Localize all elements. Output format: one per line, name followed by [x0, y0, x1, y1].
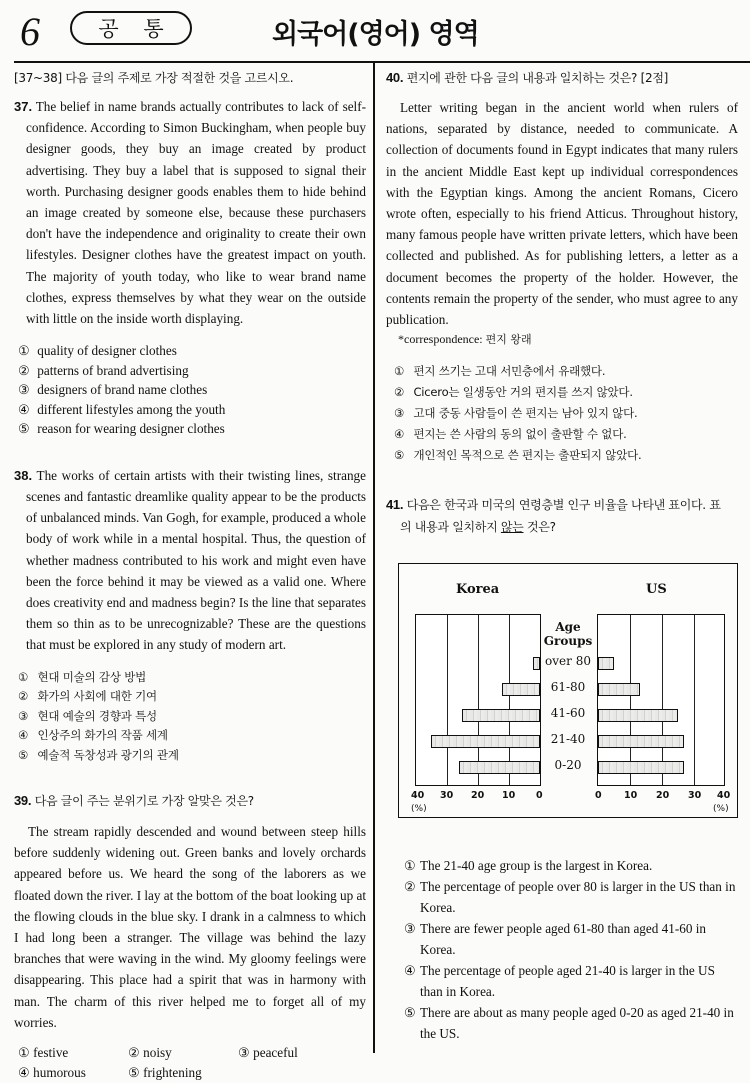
q39-option-2[interactable] [128, 1043, 238, 1063]
stem-text: 것은? [523, 520, 556, 535]
gridline-10 [509, 615, 510, 785]
option-number: ⑤ [128, 1065, 140, 1081]
korea-tick-30: 30 [440, 790, 454, 801]
q40-option-4[interactable] [394, 424, 738, 445]
q41-stem-line1: 다음은 한국과 미국의 연령층별 인구 비율을 나타낸 표이다. 표 [406, 498, 721, 513]
option-text: 편지 쓰기는 고대 서민층에서 유래했다. [413, 364, 606, 379]
q40-number: 40. [386, 70, 404, 85]
us-panel-title: US [646, 582, 667, 597]
option-number: ② [18, 362, 30, 378]
option-text: 고대 중동 사람들이 쓴 편지는 남아 있지 않다. [413, 406, 638, 421]
q41-stem [386, 494, 738, 516]
question-41 [386, 494, 738, 538]
age-groups-label: Age Groups [543, 620, 593, 648]
q40-option-5[interactable] [394, 445, 738, 466]
option-text: The percentage of people aged 21-40 is larger in the US than in Korea. [420, 963, 715, 999]
q38-option-5[interactable] [18, 746, 366, 766]
q37-number: 37. [14, 99, 33, 114]
option-text: humorous [33, 1065, 86, 1081]
option-number: ⑤ [394, 448, 405, 463]
option-number: ② [404, 879, 416, 894]
q38-number: 38. [14, 467, 33, 483]
gridline-30 [447, 615, 448, 785]
q41-option-1[interactable] [404, 855, 740, 876]
footnote-term: *correspondence: [398, 332, 483, 347]
option-text: 화가의 사회에 대한 기여 [37, 689, 157, 704]
q40-option-3[interactable] [394, 403, 738, 424]
option-number: ③ [18, 382, 30, 398]
age-label-61-80: 61-80 [550, 680, 586, 694]
option-number: ④ [394, 427, 405, 442]
q38-text: The works of certain artists with their twisting lines, strange scenes and fantastic dreamlike quality appear to be the products of unbalanced minds. Van Gogh, for example, produced a whole body of work while in a mental hospital. Thus, the question of whether madness contributed to his work and might even have been the force behind it may be viewed as a valid one. Where does creativity end and madness begin? Is the line that separates them so thin as to be unrecognizable? These are the questions that must be explored in any study of modern art. [26, 467, 366, 653]
footnote-gloss: 편지 왕래 [485, 333, 532, 347]
gridline-10 [630, 615, 631, 785]
option-number: ① [18, 669, 29, 684]
korea-tick-40: 40 [411, 790, 425, 801]
q41-options [404, 855, 740, 1044]
option-text: 현대 예술의 경향과 특성 [37, 708, 157, 723]
option-text: 인상주의 화가의 작품 세계 [37, 728, 168, 743]
option-number: ② [18, 689, 29, 704]
option-text: noisy [143, 1045, 172, 1061]
q37-passage [14, 96, 366, 329]
q39-options [14, 1043, 366, 1083]
q39-number: 39. [14, 793, 32, 809]
us-bar-over-80 [598, 657, 614, 670]
question-38 [14, 465, 366, 765]
q39-option-4[interactable] [18, 1063, 128, 1083]
option-number: ⑤ [18, 421, 30, 437]
q39-passage: The stream rapidly descended and wound between steep hills before suddenly widening out. Green banks and lovely orchards appeared before us. We heard the song of the laborers as we floated down the river. I lay at the bottom of the boat looking up at the flowing clouds in the blue sky. I drank in a calmness to which I had long been a stranger. The village was behind the lazy branches that were waving in the wind. My gloomy feelings were disappearing. This place had a spirit that was in harmony with man. The charm of this river helped me to forget all of my worries. [14, 824, 366, 1030]
option-number: ④ [18, 1065, 30, 1081]
stem-underlined-word: 않는 [500, 520, 524, 535]
q37-option-5[interactable] [18, 419, 366, 439]
option-text: peaceful [253, 1045, 298, 1061]
q40-stem-text: 편지에 관한 다음 글의 내용과 일치하는 것은? [2점] [406, 71, 669, 85]
option-text: 개인적인 목적으로 쓴 편지는 출판되지 않았다. [413, 448, 642, 463]
q37-text: The belief in name brands actually contributes to lack of self-confidence. According to Simon Buckingham, when people buy designer goods, they buy an image created by product advertising. They buy a label that is supposed to signal their worth. Purchasing designer goods enables them to hide behind an image created by someone else, because these purchasers don't have the independence and originality to create their own lifestyles. Designer clothes have the greatest impact on youth. The majority of youth today, who like to wear brand name clothes, express themselves by what they wear on the outside with little on the inside worth displaying. [26, 99, 366, 327]
right-column [386, 66, 738, 538]
q38-passage [14, 465, 366, 656]
column-divider [373, 62, 375, 1053]
option-number: ⑤ [18, 747, 29, 762]
q41-stem-line2 [386, 516, 738, 538]
q37-option-4[interactable] [18, 400, 366, 420]
q40-stem [386, 68, 738, 88]
us-tick-40: 40 [717, 790, 731, 801]
q40-passage: Letter writing began in the ancient world when rulers of nations, separated by distance, needed to communicate. A collection of documents found in Egypt indicates that many rulers in the ancient Middle East kept up individual correspondences with the Egyptian kings. Among the ancient Romans, Cicero wrote often, especially to his friend Atticus. Throughout history, many famous people have written private letters, which have been collected and published. As for publishing letters, a letter as a document becomes the property of the holder. However, the contents remain the property of the sender, who must agree to any publication. [386, 100, 738, 328]
q37-options [14, 341, 366, 439]
category-badge [70, 11, 192, 45]
age-label-over-80: over 80 [545, 654, 591, 668]
option-text: There are about as many people aged 0-20 as aged 21-40 in the US. [420, 1005, 734, 1041]
option-number: ③ [394, 406, 405, 421]
korea-bar-0-20 [459, 761, 540, 774]
page-number: 6 [20, 9, 40, 54]
korea-bar-41-60 [462, 709, 540, 722]
option-number: ③ [404, 921, 416, 936]
age-label-0-20: 0-20 [554, 758, 582, 772]
gridline-30 [694, 615, 695, 785]
korea-panel-title: Korea [456, 582, 500, 597]
q41-option-3[interactable] [404, 918, 740, 960]
korea-tick-20: 20 [471, 790, 485, 801]
left-column [14, 66, 366, 1083]
us-tick-30: 30 [688, 790, 702, 801]
q40-option-2[interactable] [394, 382, 738, 403]
option-number: ④ [18, 401, 30, 417]
age-label-41-60: 41-60 [550, 706, 586, 720]
option-number: ① [18, 343, 30, 359]
q38-options [14, 668, 366, 766]
korea-tick-10: 10 [502, 790, 516, 801]
option-number: ① [18, 1045, 30, 1061]
option-number: ⑤ [404, 1005, 416, 1020]
us-tick-0: 0 [595, 790, 602, 801]
gridline-20 [662, 615, 663, 785]
option-number: ② [394, 385, 405, 400]
question-39 [14, 791, 366, 1083]
q41-number: 41. [386, 497, 404, 513]
us-plot [597, 614, 725, 786]
population-chart [398, 563, 738, 818]
option-number: ① [404, 858, 416, 873]
q39-option-5[interactable] [128, 1063, 238, 1083]
section-title: 외국어(영어) 영역 [272, 19, 479, 50]
korea-plot [415, 614, 541, 786]
q37-option-2[interactable] [18, 361, 366, 381]
option-text: The percentage of people over 80 is larger in the US than in Korea. [420, 879, 736, 915]
q38-option-2[interactable] [18, 687, 366, 707]
q38-option-4[interactable] [18, 726, 366, 746]
korea-bar-61-80 [502, 683, 540, 696]
q39-stem [14, 791, 366, 811]
option-text: Cicero는 일생동안 거의 편지를 쓰지 않았다. [413, 385, 633, 400]
header-rule [14, 61, 750, 63]
korea-tick-0: 0 [536, 790, 543, 801]
option-number: ③ [238, 1045, 250, 1061]
age-label-21-40: 21-40 [550, 732, 586, 746]
q40-option-1[interactable] [394, 361, 738, 382]
q39-option-1[interactable] [18, 1043, 128, 1063]
option-number: ① [394, 364, 405, 379]
option-number: ③ [18, 708, 29, 723]
option-text: 예술적 독창성과 광기의 관계 [37, 747, 179, 762]
q40-options [386, 361, 738, 466]
option-text: quality of designer clothes [37, 343, 177, 359]
q37-option-3[interactable] [18, 380, 366, 400]
us-bar-0-20 [598, 761, 684, 774]
q38-option-1[interactable] [18, 668, 366, 688]
q37-option-1[interactable] [18, 341, 366, 361]
option-number: ② [128, 1045, 140, 1061]
option-text: reason for wearing designer clothes [37, 421, 225, 437]
q40-footnote [386, 330, 738, 349]
us-tick-10: 10 [624, 790, 638, 801]
page-header [0, 0, 750, 62]
option-text: patterns of brand advertising [37, 362, 189, 378]
gridline-20 [478, 615, 479, 785]
us-bar-61-80 [598, 683, 640, 696]
q41-option-4[interactable] [404, 960, 740, 1002]
instruction-37-38: [37~38] 다음 글의 주제로 가장 적절한 것을 고르시오. [14, 71, 294, 85]
option-text: frightening [143, 1065, 202, 1081]
korea-unit-label: (%) [411, 804, 427, 814]
q41-option-5[interactable] [404, 1002, 740, 1044]
option-text: 현대 미술의 감상 방법 [37, 669, 147, 684]
option-number: ④ [404, 963, 416, 978]
category-char-2: 통 [143, 17, 164, 41]
us-unit-label: (%) [713, 804, 729, 814]
us-bar-21-40 [598, 735, 684, 748]
us-tick-20: 20 [656, 790, 670, 801]
question-37 [14, 96, 366, 439]
us-bar-41-60 [598, 709, 678, 722]
q41-option-2[interactable] [404, 876, 740, 918]
category-char-1: 공 [98, 17, 119, 41]
option-text: different lifestyles among the youth [37, 401, 226, 417]
option-text: designers of brand name clothes [37, 382, 208, 398]
question-40 [386, 68, 738, 466]
option-text: The 21-40 age group is the largest in Korea. [420, 858, 653, 873]
q38-option-3[interactable] [18, 707, 366, 727]
stem-text: 의 내용과 일치하지 [400, 520, 501, 535]
option-text: There are fewer people aged 61-80 than aged 41-60 in Korea. [420, 921, 706, 957]
q39-stem-text: 다음 글이 주는 분위기로 가장 알맞은 것은? [34, 794, 254, 809]
option-text: festive [33, 1045, 69, 1061]
option-text: 편지는 쓴 사람의 동의 없이 출판할 수 없다. [413, 427, 627, 442]
korea-bar-21-40 [431, 735, 540, 748]
q39-option-3[interactable] [238, 1043, 348, 1063]
option-number: ④ [18, 728, 29, 743]
